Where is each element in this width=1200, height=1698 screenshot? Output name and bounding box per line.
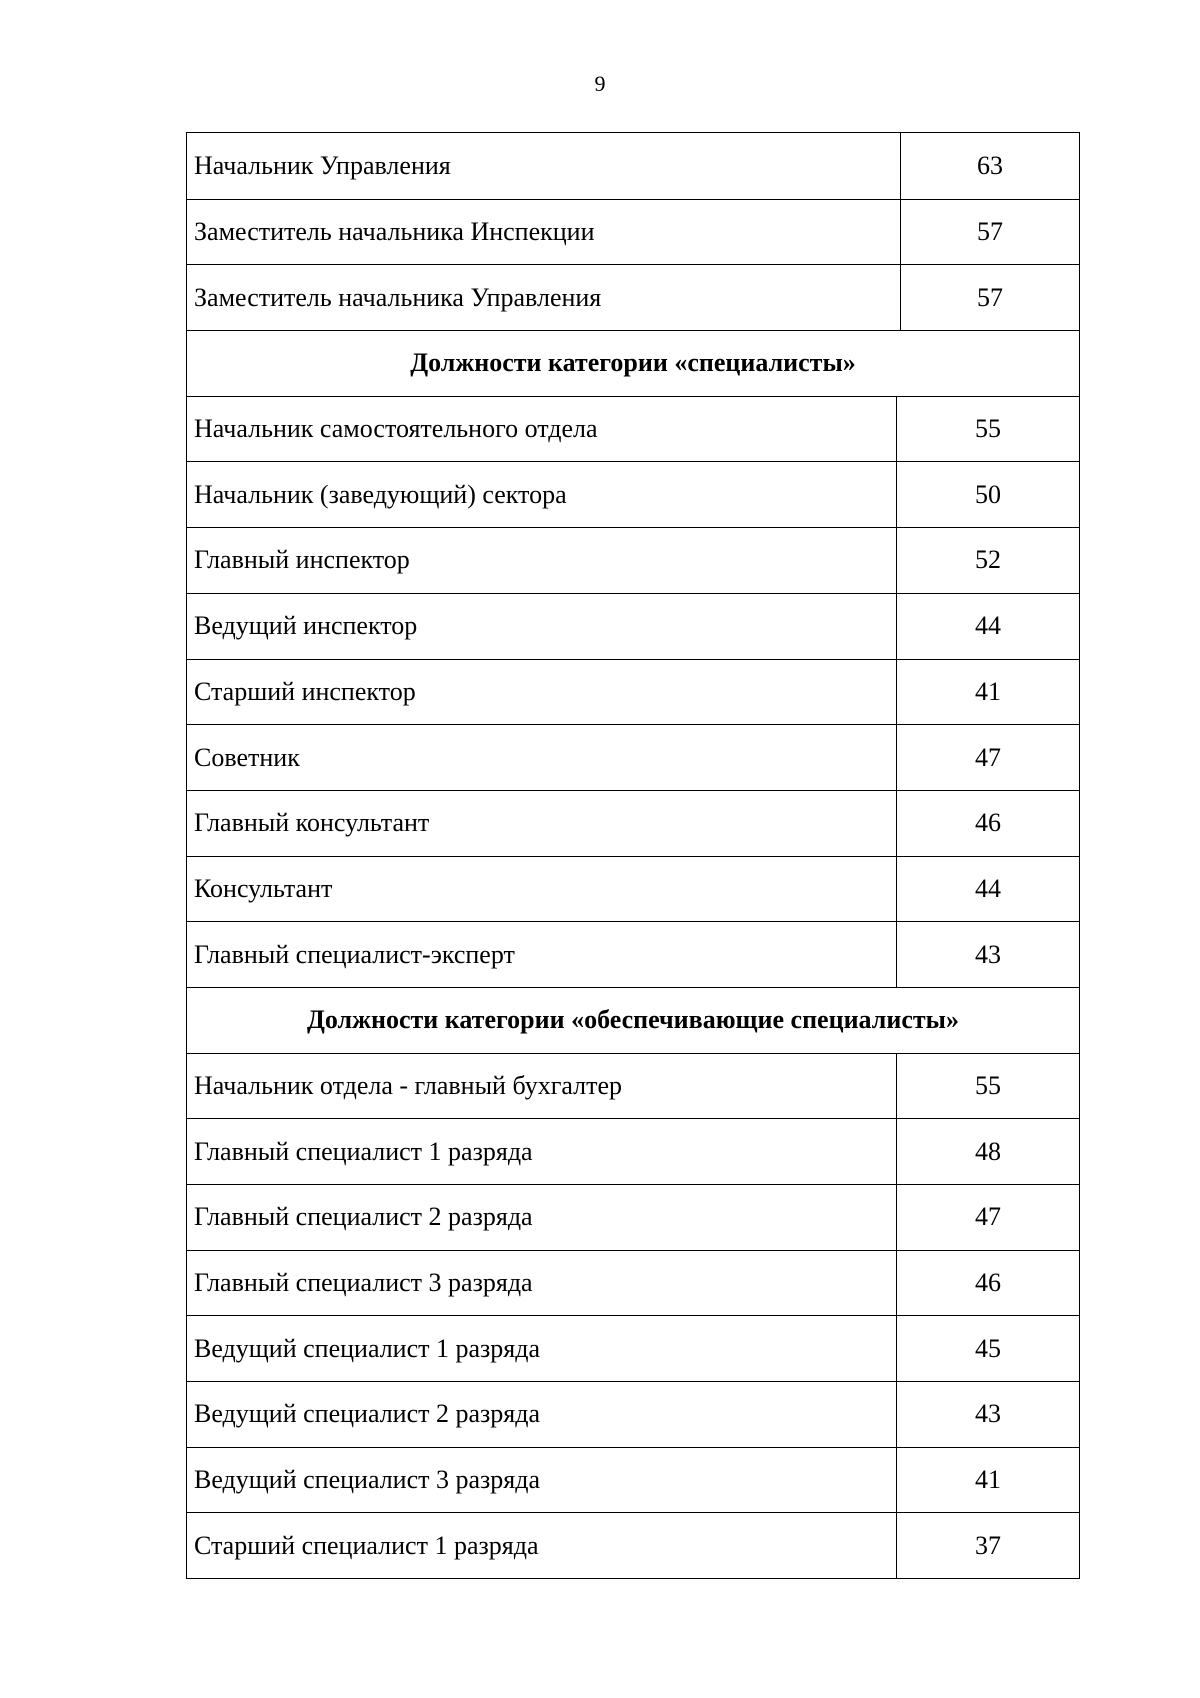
position-name: Начальник самостоятельного отдела (187, 397, 897, 462)
table-row (187, 199, 1079, 265)
position-value: 46 (975, 808, 1001, 838)
position-value: 43 (975, 939, 1001, 969)
position-value: 46 (975, 1268, 1001, 1298)
table-row (187, 461, 1079, 527)
position-name: Начальник (заведующий) сектора (187, 462, 897, 527)
position-value: 43 (975, 1399, 1001, 1429)
position-name: Ведущий инспектор (187, 594, 897, 659)
position-value: 57 (977, 217, 1003, 247)
table-row (187, 790, 1079, 856)
table-row (187, 593, 1079, 659)
position-name: Главный специалист-эксперт (187, 922, 897, 987)
table-row (187, 1315, 1079, 1381)
position-name: Ведущий специалист 1 разряда (187, 1316, 897, 1381)
position-name: Консультант (187, 857, 897, 922)
position-name: Заместитель начальника Инспекции (187, 200, 901, 265)
table-row (187, 1447, 1079, 1513)
table-row (187, 921, 1079, 987)
position-value: 41 (975, 1465, 1001, 1495)
position-value: 48 (975, 1136, 1001, 1166)
position-name: Главный консультант (187, 791, 897, 856)
position-name: Начальник Управления (187, 133, 901, 199)
section-header-support-specialists: Должности категории «обеспечивающие специалисты» (187, 987, 1079, 1053)
position-value: 52 (975, 545, 1001, 575)
position-value: 63 (977, 150, 1003, 180)
position-value: 47 (975, 742, 1001, 772)
position-value: 57 (977, 282, 1003, 312)
positions-table (186, 132, 1080, 1579)
table-row (187, 1381, 1079, 1447)
position-name: Заместитель начальника Управления (187, 265, 901, 330)
table-row (187, 1184, 1079, 1250)
position-value: 41 (975, 676, 1001, 706)
position-value: 44 (975, 611, 1001, 641)
position-value: 55 (975, 1070, 1001, 1100)
position-value: 37 (975, 1530, 1001, 1560)
position-name: Старший инспектор (187, 660, 897, 725)
position-value: 55 (975, 414, 1001, 444)
table-row (187, 856, 1079, 922)
table-row (187, 1053, 1079, 1119)
page-number: 9 (594, 71, 606, 96)
position-name: Ведущий специалист 3 разряда (187, 1448, 897, 1513)
position-value: 50 (975, 479, 1001, 509)
table-row (187, 1512, 1079, 1578)
position-value: 44 (975, 873, 1001, 903)
table-row (187, 527, 1079, 593)
position-name: Начальник отдела - главный бухгалтер (187, 1054, 897, 1119)
position-name: Ведущий специалист 2 разряда (187, 1382, 897, 1447)
table-row (187, 659, 1079, 725)
table-row (187, 396, 1079, 462)
position-name: Главный специалист 3 разряда (187, 1251, 897, 1316)
position-name: Главный инспектор (187, 528, 897, 593)
position-name: Главный специалист 1 разряда (187, 1119, 897, 1184)
position-name: Старший специалист 1 разряда (187, 1513, 897, 1578)
position-value: 47 (975, 1202, 1001, 1232)
table-row (187, 1250, 1079, 1316)
table-row (187, 724, 1079, 790)
position-name: Советник (187, 725, 897, 790)
section-header-specialists: Должности категории «специалисты» (187, 330, 1079, 396)
table-row (187, 1118, 1079, 1184)
table-row (187, 264, 1079, 330)
position-value: 45 (975, 1333, 1001, 1363)
table-row (187, 133, 1079, 199)
position-name: Главный специалист 2 разряда (187, 1185, 897, 1250)
